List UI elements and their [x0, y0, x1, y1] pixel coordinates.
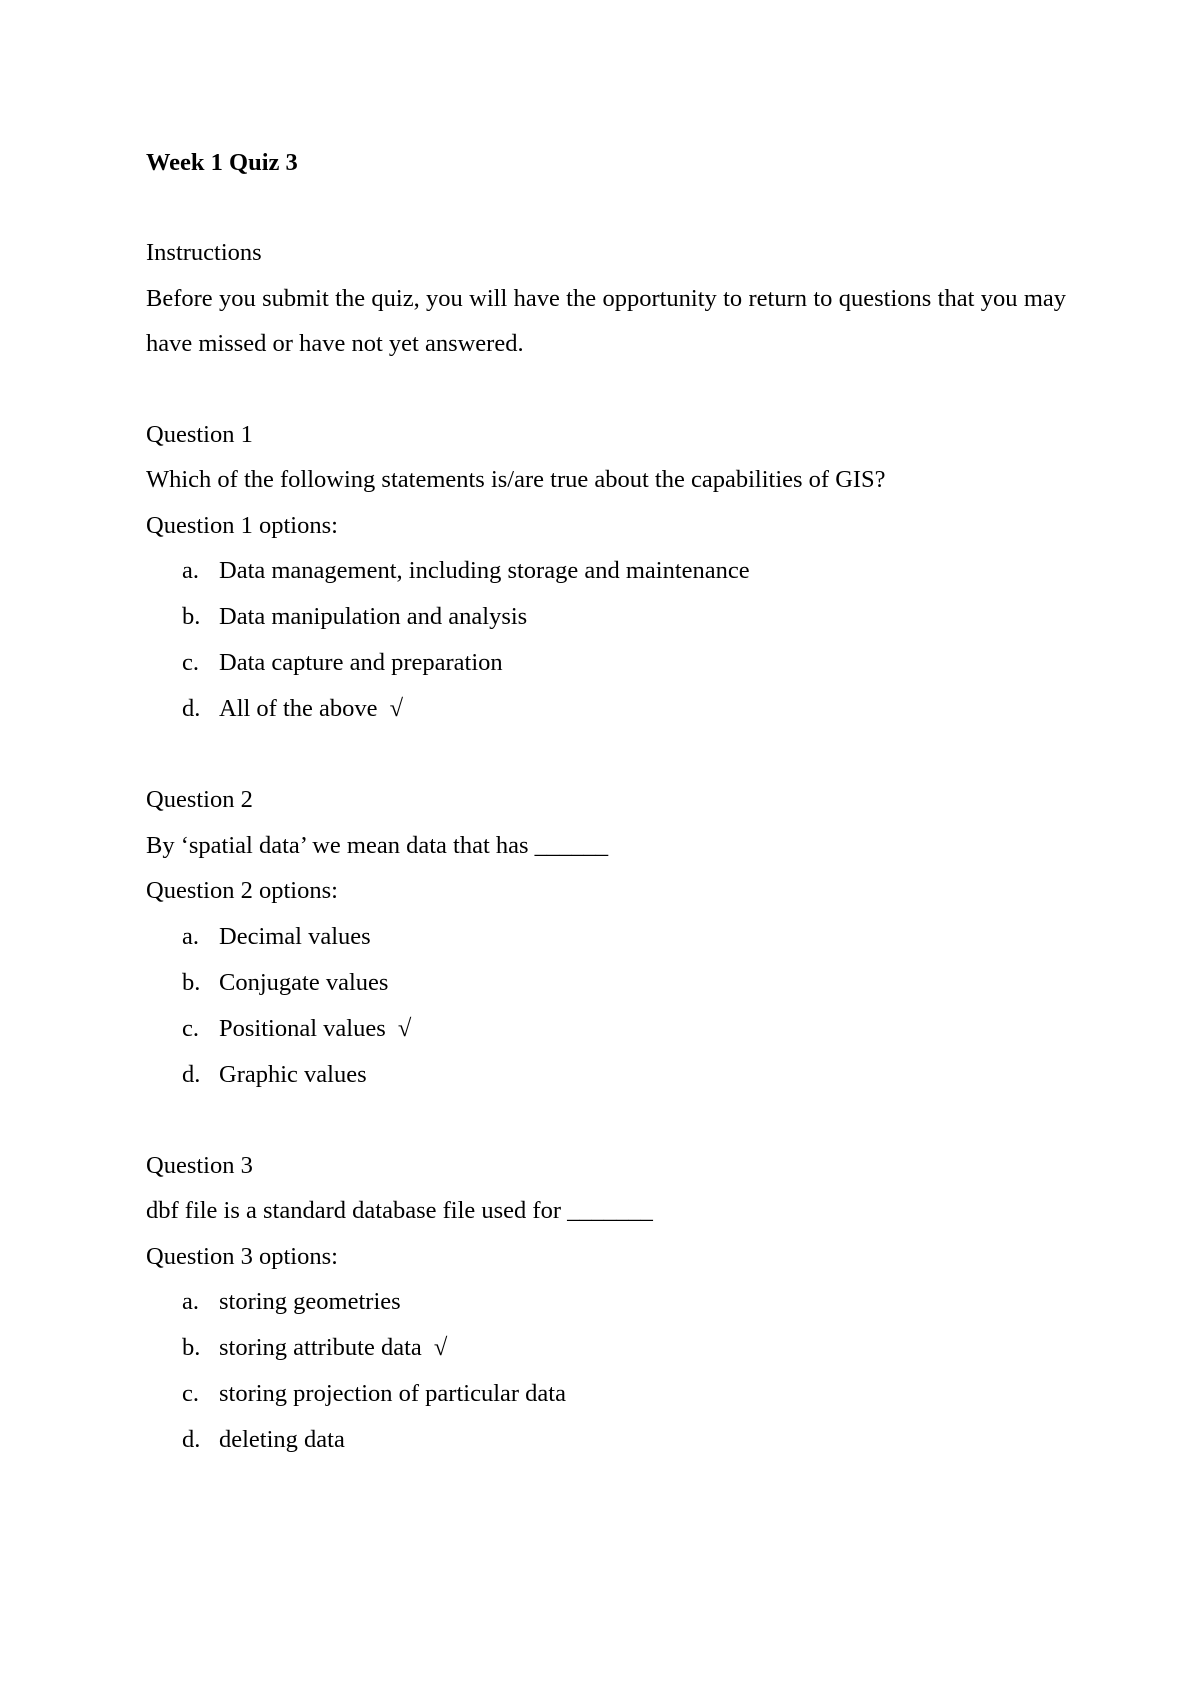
question-label: Question 2	[146, 786, 253, 813]
option-letter: b.	[182, 1334, 201, 1361]
option-letter: d.	[182, 695, 201, 722]
options-list	[146, 548, 1066, 732]
question-3	[146, 1143, 1066, 1464]
question-2	[146, 777, 1066, 1098]
option-letter: b.	[182, 603, 201, 630]
correct-check-icon: √	[397, 1014, 412, 1042]
option-letter: b.	[182, 968, 201, 996]
option-text: storing projection of particular data	[219, 1380, 566, 1407]
spacer	[146, 1098, 1066, 1143]
spacer	[146, 732, 1066, 777]
option-c	[146, 1371, 1066, 1417]
option-text: Data capture and preparation	[219, 649, 503, 676]
option-text: Positional values	[219, 1014, 386, 1042]
option-text: deleting data	[219, 1426, 345, 1453]
question-prompt: By ‘spatial data’ we mean data that has ______	[146, 831, 609, 859]
quiz-document	[146, 140, 1066, 1463]
options-list	[146, 1279, 1066, 1463]
correct-check-icon: √	[389, 695, 404, 722]
option-d	[146, 686, 1066, 732]
option-b	[146, 594, 1066, 640]
option-text: Graphic values	[219, 1060, 367, 1088]
option-c	[146, 1006, 1066, 1052]
option-text: storing geometries	[219, 1288, 401, 1315]
question-label: Question 3	[146, 1151, 253, 1179]
option-text: storing attribute data	[219, 1334, 422, 1361]
question-options-label: Question 2 options:	[146, 877, 338, 904]
option-b	[146, 1325, 1066, 1371]
option-text: Conjugate values	[219, 968, 389, 996]
option-letter: d.	[182, 1426, 201, 1453]
option-a	[146, 914, 1066, 960]
option-letter: a.	[182, 922, 199, 950]
option-letter: a.	[182, 1288, 199, 1315]
option-text: Data management, including storage and maintenance	[219, 557, 750, 584]
option-text: Data manipulation and analysis	[219, 603, 528, 630]
instructions-text: Before you submit the quiz, you will have the opportunity to return to questions that you may have missed or have not yet answered.	[146, 284, 1066, 357]
option-c	[146, 640, 1066, 686]
option-letter: c.	[182, 1014, 199, 1042]
option-letter: d.	[182, 1060, 201, 1088]
question-1	[146, 412, 1066, 733]
option-text: Decimal values	[219, 922, 371, 950]
option-letter: c.	[182, 1380, 199, 1407]
option-d	[146, 1417, 1066, 1463]
spacer	[146, 367, 1066, 412]
question-label: Question 1	[146, 420, 253, 448]
question-options-label: Question 3 options:	[146, 1242, 338, 1270]
option-d	[146, 1052, 1066, 1098]
option-letter: c.	[182, 649, 199, 676]
question-prompt: Which of the following statements is/are true about the capabilities of GIS?	[146, 466, 886, 493]
question-options-label: Question 1 options:	[146, 511, 338, 539]
option-text: All of the above	[219, 695, 378, 722]
document-title: Week 1 Quiz 3	[146, 149, 298, 176]
option-b	[146, 960, 1066, 1006]
option-letter: a.	[182, 557, 199, 584]
question-prompt: dbf file is a standard database file used for _______	[146, 1197, 653, 1224]
option-a	[146, 548, 1066, 594]
correct-check-icon: √	[433, 1334, 448, 1361]
options-list	[146, 914, 1066, 1098]
option-a	[146, 1279, 1066, 1325]
instructions-heading: Instructions	[146, 239, 262, 266]
